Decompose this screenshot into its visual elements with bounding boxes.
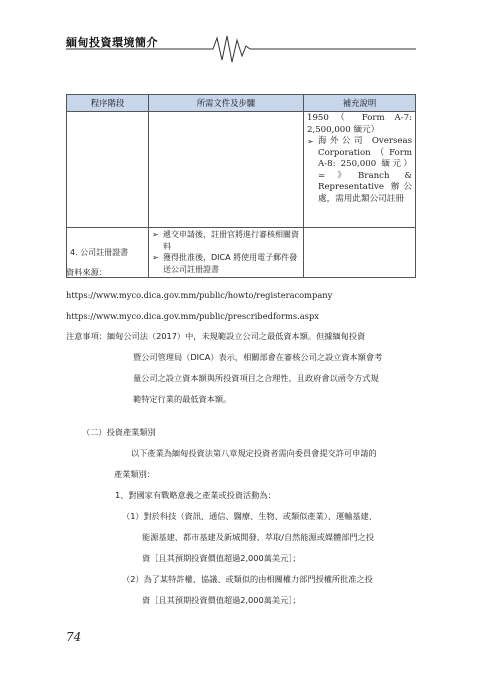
table-row bbox=[67, 228, 416, 278]
table-header-notes: 補充說明 bbox=[304, 95, 416, 112]
note-line: 範特定行業的最低資本額。 bbox=[133, 394, 232, 404]
table-row bbox=[67, 112, 416, 228]
header-title: 緬甸投資環境簡介 bbox=[66, 36, 158, 49]
step-bullet-item bbox=[152, 229, 300, 252]
note-text: 1950（ Form A-7: 2,500,000 緬元） bbox=[307, 113, 412, 135]
table-cell-stage: 4. 公司註冊證書 bbox=[67, 228, 149, 278]
step-text: 獲得批准後，DICA 將使用電子郵件發送公司註冊證書 bbox=[163, 253, 298, 274]
list-item-heading: 1、對國家有戰略意義之產業或投資活動為： bbox=[115, 490, 276, 500]
source-url-1[interactable]: https://www.myco.dica.gov.mm/public/howto/registeracompany bbox=[66, 290, 333, 300]
table-cell-notes bbox=[304, 112, 416, 228]
source-label: 資料來源： bbox=[66, 267, 107, 277]
note-bullet-item bbox=[307, 136, 412, 205]
arrow-bullet-icon: ➢ bbox=[152, 253, 159, 262]
source-url-2[interactable]: https://www.myco.dica.gov.mm/public/prescribedforms.aspx bbox=[66, 311, 319, 321]
table-cell-notes bbox=[304, 228, 416, 278]
sub-item-line: 能源基建、都市基建及新城開發、萃取/自然能源或媒體部門之投 bbox=[142, 532, 375, 542]
page-number: 74 bbox=[66, 630, 82, 644]
note-bullet-text: 海外公司 Overseas Corporation（Form A-8: 250,000 緬元）=》Branch & Representative 辦公處，需用此類公司註冊 bbox=[318, 136, 412, 204]
note-line: 量公司之設立資本額與所投資項目之合理性，且政府會以函令方式規 bbox=[133, 373, 379, 383]
table-header-row bbox=[67, 95, 416, 112]
sub-item-line: （2）為了某特許權、協議、或類似的由相關權力部門授權所批准之投 bbox=[122, 574, 373, 584]
sub-item-line: 資［且其預期投資價值超過2,000萬美元］； bbox=[142, 595, 301, 605]
note-line: 注意事項：緬甸公司法（2017）中，未規範設立公司之最低資本額。但據緬甸投資 bbox=[66, 331, 366, 341]
procedure-table bbox=[66, 94, 416, 278]
sub-item-line: 資［且其預期投資價值超過2,000萬美元］； bbox=[142, 553, 301, 563]
arrow-bullet-icon: ➢ bbox=[152, 230, 159, 239]
step-bullet-item bbox=[152, 252, 300, 275]
section-intro-line: 以下產業為緬甸投資法第八章規定投資者需向委員會提交許可申請的 bbox=[131, 448, 377, 458]
table-header-steps: 所需文件及步驟 bbox=[149, 95, 304, 112]
step-text: 遞交申請後，註冊官將進行審核相關資料 bbox=[163, 230, 299, 251]
section-intro-line: 產業類別： bbox=[114, 469, 155, 479]
arrow-bullet-icon: ➢ bbox=[307, 137, 314, 146]
sub-item-line: （1）對於科技（資訊、通信、醫療、生物、或類似產業）、運輸基建、 bbox=[122, 511, 377, 521]
table-cell-stage bbox=[67, 112, 149, 228]
section-heading: （二）投資產業類別 bbox=[82, 427, 156, 437]
table-cell-steps bbox=[149, 228, 304, 278]
page-header bbox=[66, 26, 416, 66]
table-header-stage: 程序階段 bbox=[67, 95, 149, 112]
note-line: 暨公司管理局（DICA）表示，相關部會在審核公司之設立資本額會考 bbox=[133, 352, 383, 362]
table-cell-steps bbox=[149, 112, 304, 228]
